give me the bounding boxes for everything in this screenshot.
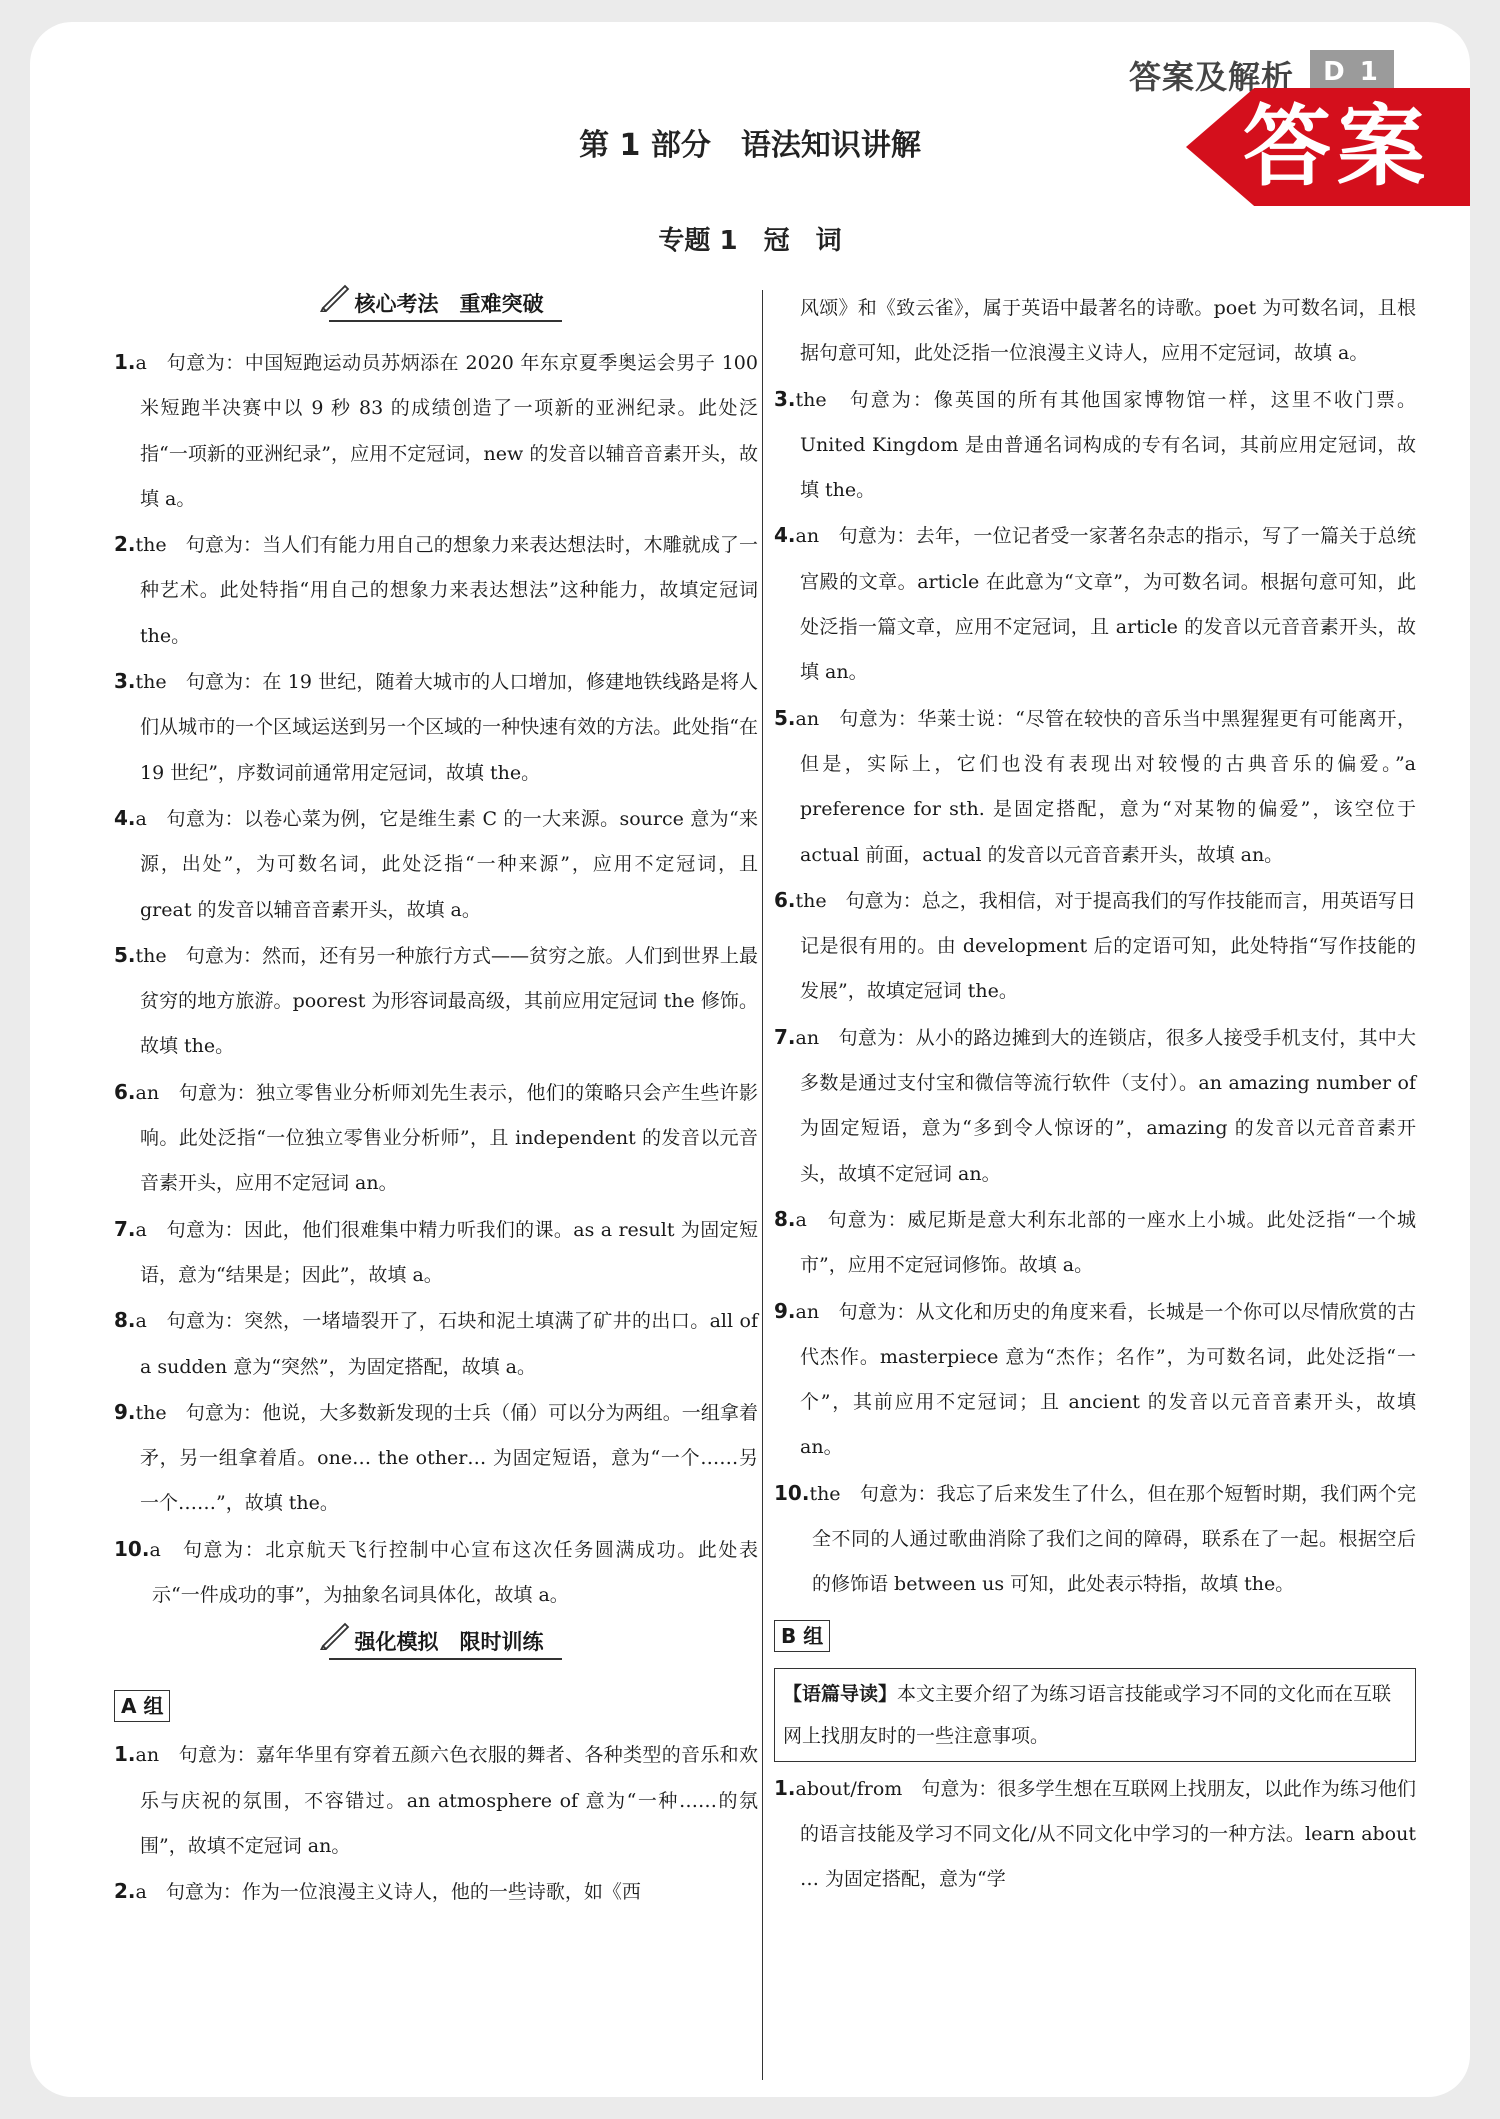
answer-item <box>114 1527 758 1619</box>
pen-icon <box>319 282 351 312</box>
answer-number: 5. <box>774 705 796 730</box>
answer-item <box>774 1289 1416 1471</box>
answer-number: 7. <box>774 1024 796 1049</box>
answer-text: a 句意为：突然，一堵墙裂开了，石块和泥土填满了矿井的出口。all of a sudden 意为“突然”，为固定搭配，故填 a。 <box>135 1310 758 1378</box>
answer-number: 7. <box>114 1216 136 1241</box>
answer-item <box>774 1197 1416 1289</box>
answer-item <box>114 1298 758 1390</box>
answer-text: an 句意为：从小的路边摊到大的连锁店，很多人接受手机支付，其中大多数是通过支付宝和微信等流行软件（支付）。an amazing number of 为固定短语，意为“多到令人惊讶的”，amazing 的发音以元音音素开头，故填不定冠词 an。 <box>795 1026 1416 1185</box>
answer-text: about/from 句意为：很多学生想在互联网上找朋友，以此作为练习他们的语言技能及学习不同文化/从不同文化中学习的一种方法。learn about … 为固定搭配，意为“学 <box>795 1777 1416 1891</box>
answer-text: the 句意为：他说，大多数新发现的士兵（俑）可以分为两组。一组拿着矛，另一组拿着盾。one… the other… 为固定短语，意为“一个……另一个……”，故填 the。 <box>135 1401 758 1515</box>
answer-text: a 句意为：威尼斯是意大利东北部的一座水上小城。此处泛指“一个城市”，应用不定冠词修饰。故填 a。 <box>795 1208 1416 1277</box>
header-label: 答案及解析 <box>1128 58 1294 96</box>
answer-text: the 句意为：当人们有能力用自己的想象力来表达想法时，木雕就成了一种艺术。此处特指“用自己的想象力来表达想法”这种能力，故填定冠词 the。 <box>135 534 758 647</box>
answer-number: 9. <box>114 1399 136 1424</box>
answer-text: an 句意为：华莱士说：“尽管在较快的音乐当中黑猩猩更有可能离开，但是，实际上，它们也没有表现出对较慢的古典音乐的偏爱。”a preference for sth. 是固定搭配，意为“对某物的偏爱”，该空位于 actual 前面，actual 的发音以元音音素开头，故填 an。 <box>795 707 1416 866</box>
answer-number: 6. <box>114 1079 136 1104</box>
answer-text: a 句意为：以卷心菜为例，它是维生素 C 的一大来源。source 意为“来源，出处”，为可数名词，此处泛指“一种来源”，应用不定冠词，且 great 的发音以辅音音素开头，故填 a。 <box>135 807 758 921</box>
continued-answer-text: 风颂》和《致云雀》，属于英语中最著名的诗歌。poet 为可数名词，且根据句意可知，此处泛指一位浪漫主义诗人，应用不定冠词，故填 a。 <box>800 297 1416 365</box>
answer-number: 5. <box>114 942 136 967</box>
answer-number: 1. <box>774 1775 796 1800</box>
answer-number: 4. <box>114 805 136 830</box>
answer-number: 3. <box>774 386 796 411</box>
answer-text: the 句意为：像英国的所有其他国家博物馆一样，这里不收门票。United Kingdom 是由普通名词构成的专有名词，其前应用定冠词，故填 the。 <box>795 388 1416 502</box>
answer-number: 2. <box>114 532 136 557</box>
answer-text: a 句意为：因此，他们很难集中精力听我们的课。as a result 为固定短语，意为“结果是；因此”，故填 a。 <box>135 1218 758 1286</box>
answer-number: 6. <box>774 887 796 912</box>
column-divider <box>762 290 763 2080</box>
answer-number: 2. <box>114 1879 136 1904</box>
group-a-answer-list-continued <box>774 377 1416 1608</box>
section-practice-label: 强化模拟 限时训练 <box>354 1630 544 1655</box>
answer-number: 3. <box>114 669 136 694</box>
answer-item <box>114 1207 758 1299</box>
part-title: 第 1 部分 语法知识讲解 <box>579 128 921 163</box>
answer-item <box>774 1766 1416 1903</box>
answer-item <box>114 1070 758 1207</box>
group-a-label: A 组 <box>114 1690 170 1722</box>
answer-item <box>114 796 758 933</box>
answer-text: the 句意为：总之，我相信，对于提高我们的写作技能而言，用英语写日记是很有用的。由 development 后的定语可知，此处特指“写作技能的发展”，故填定冠词 the。 <box>795 889 1416 1003</box>
section-heading-practice <box>114 1626 758 1672</box>
answer-item <box>114 1869 758 1915</box>
answer-text: the 句意为：我忘了后来发生了什么，但在那个短暂时期，我们两个完全不同的人通过歌曲消除了我们之间的障碍，联系在了一起。根据空后的修饰语 between us 可知，此处表示特指，故填 the。 <box>809 1482 1416 1596</box>
answer-text: a 句意为：中国短跑运动员苏炳添在 2020 年东京夏季奥运会男子 100 米短跑半决赛中以 9 秒 83 的成绩创造了一项新的亚洲纪录。此处泛指“一项新的亚洲纪录”，应用不定冠词，new 的发音以辅音音素开头，故填 a。 <box>135 352 758 510</box>
topic-title: 专题 1 冠 词 <box>658 226 842 256</box>
answer-text: the 句意为：在 19 世纪，随着大城市的人口增加，修建地铁线路是将人们从城市的一个区域运送到另一个区域的一种快速有效的方法。此处指“在 19 世纪”，序数词前通常用定冠词，故填 the。 <box>135 671 758 784</box>
passage-guide-box <box>774 1668 1416 1762</box>
answer-number: 1. <box>114 1742 136 1767</box>
answer-item <box>774 878 1416 1015</box>
answer-item <box>114 1390 758 1527</box>
section-core-label: 核心考法 重难突破 <box>354 292 544 316</box>
answer-number: 10. <box>114 1536 150 1561</box>
pen-icon <box>319 1620 351 1650</box>
answer-text: the 句意为：然而，还有另一种旅行方式——贫穷之旅。人们到世界上最贫穷的地方旅游。poorest 为形容词最高级，其前应用定冠词 the 修饰。故填 the。 <box>135 944 758 1058</box>
answer-text: an 句意为：嘉年华里有穿着五颜六色衣服的舞者、各种类型的音乐和欢乐与庆祝的氛围，不容错过。an atmosphere of 意为“一种……的氛围”，故填不定冠词 an。 <box>135 1744 758 1857</box>
answer-text: an 句意为：独立零售业分析师刘先生表示，他们的策略只会产生些许影响。此处泛指“一位独立零售业分析师”，且 independent 的发音以元音音素开头，应用不定冠词 an。 <box>135 1081 758 1195</box>
answer-number: 1. <box>114 350 136 374</box>
answer-item <box>114 340 758 522</box>
answer-item <box>774 377 1416 514</box>
page <box>30 22 1470 2097</box>
answer-number: 4. <box>774 523 796 548</box>
answer-item <box>114 933 758 1070</box>
answer-item <box>114 1732 758 1869</box>
answer-number: 8. <box>114 1308 136 1333</box>
left-column <box>114 286 758 1916</box>
answer-item <box>774 1015 1416 1197</box>
answer-tab-label: 答案 <box>1242 95 1431 198</box>
answer-item <box>774 1471 1416 1608</box>
answer-item <box>114 522 758 659</box>
answer-item <box>774 513 1416 695</box>
passage-guide-text: 本文主要介绍了为练习语言技能或学习不同的文化而在互联网上找朋友时的一些注意事项。 <box>783 1682 1392 1747</box>
header-code-badge: D 1 <box>1310 50 1394 94</box>
section-heading-core <box>114 288 758 334</box>
answer-text: an 句意为：从文化和历史的角度来看，长城是一个你可以尽情欣赏的古代杰作。masterpiece 意为“杰作；名作”，为可数名词，此处泛指“一个”，其前应用不定冠词；且 ancient 的发音以元音音素开头，故填 an。 <box>795 1300 1416 1459</box>
answer-text: an 句意为：去年，一位记者受一家著名杂志的指示，写了一篇关于总统宫殿的文章。article 在此意为“文章”，为可数名词。根据句意可知，此处泛指一篇文章，应用不定冠词，且 article 的发音以元音音素开头，故填 an。 <box>795 525 1416 684</box>
passage-guide-label: 【语篇导读】 <box>783 1682 898 1705</box>
right-column <box>774 286 1416 1903</box>
answer-number: 9. <box>774 1298 796 1323</box>
answer-number: 8. <box>774 1206 796 1231</box>
group-a-answer-list <box>114 1732 758 1915</box>
answer-number: 10. <box>774 1480 810 1505</box>
group-b-answer-list <box>774 1766 1416 1903</box>
answer-item <box>774 696 1416 878</box>
group-b-label: B 组 <box>774 1620 830 1652</box>
answer-item <box>114 659 758 796</box>
core-answer-list <box>114 340 758 1618</box>
answer-text: a 句意为：作为一位浪漫主义诗人，他的一些诗歌，如《西 <box>135 1881 641 1904</box>
answer-text: a 句意为：北京航天飞行控制中心宣布这次任务圆满成功。此处表示“一件成功的事”，为抽象名词具体化，故填 a。 <box>149 1538 758 1607</box>
